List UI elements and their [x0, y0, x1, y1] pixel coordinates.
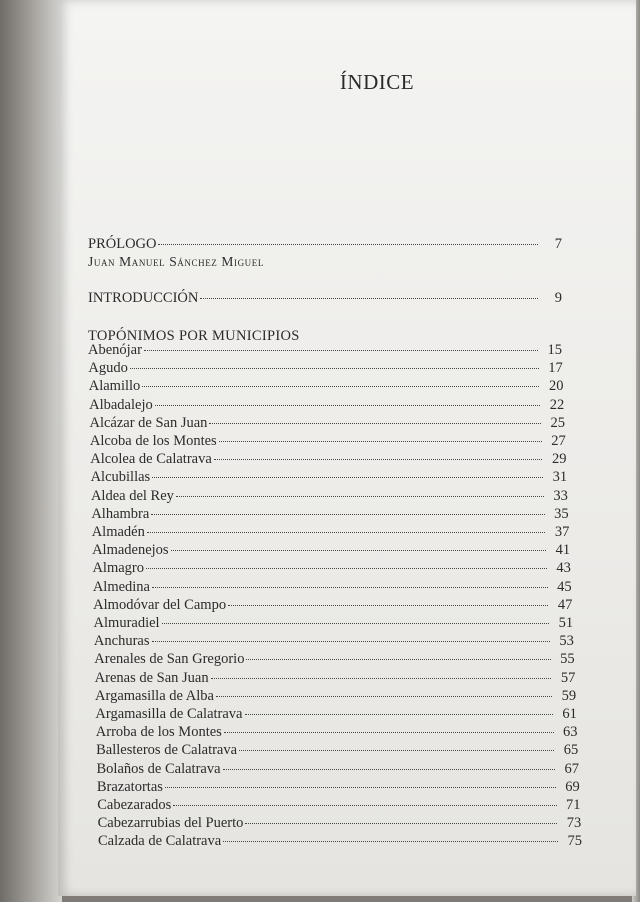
toc-entry-page: 41 — [555, 542, 571, 559]
section-title: TOPÓNIMOS POR MUNICIPIOS — [88, 328, 300, 344]
toc-entry-label: Alcubillas — [90, 469, 151, 486]
toc-entry — [90, 433, 566, 450]
book-spine-shadow — [0, 0, 62, 902]
toc-entry-label: Cabezarados — [97, 797, 172, 813]
dot-leader — [151, 514, 544, 515]
dot-leader — [224, 732, 554, 733]
toc-entry — [88, 360, 562, 377]
toc-entry-label: Arroba de los Montes — [95, 724, 222, 741]
toc-entry — [89, 378, 564, 395]
toc-entry-label: INTRODUCCIÓN — [88, 290, 199, 306]
dot-leader — [209, 423, 541, 424]
dot-leader — [146, 568, 547, 569]
toc-entry-page: 73 — [566, 815, 582, 832]
toc-entry — [92, 542, 570, 559]
dot-leader — [176, 496, 544, 497]
toc-entry — [93, 597, 572, 614]
dot-leader — [200, 298, 538, 299]
toc-entry — [88, 342, 562, 359]
toc-entry-page: 17 — [548, 360, 563, 377]
toc-entry-page: 75 — [567, 833, 582, 850]
toc-entry-label: Calzada de Calatrava — [98, 833, 222, 850]
toc-entry-label: Arenales de San Gregorio — [94, 651, 245, 668]
toc-entry-page: 51 — [558, 615, 574, 631]
dot-leader — [214, 459, 543, 460]
toc-entry-page: 33 — [553, 487, 568, 504]
toc-entry — [94, 651, 574, 668]
toc-entry-label: Argamasilla de Calatrava — [95, 706, 243, 722]
toc-entry-label: Alamillo — [88, 378, 141, 395]
toc-entry-label: Cabezarrubias del Puerto — [97, 815, 244, 832]
toc-entry — [95, 688, 576, 705]
dot-leader — [147, 532, 546, 533]
toc-entry — [96, 742, 578, 759]
book-page — [58, 0, 636, 896]
dot-leader — [246, 659, 550, 660]
dot-leader — [165, 787, 556, 788]
toc-entry-label: Ballesteros de Calatrava — [96, 742, 238, 759]
toc-entry-page: 67 — [564, 760, 580, 777]
toc-entry-page: 31 — [552, 469, 568, 486]
toc-entry-page: 69 — [565, 778, 580, 795]
toc-entry-label: Anchuras — [93, 633, 150, 650]
toc-entry-label: Aldea del Rey — [90, 487, 174, 504]
toc-entry-page: 22 — [549, 396, 565, 413]
dot-leader — [216, 696, 552, 697]
toc-entry-label: Argamasilla de Alba — [95, 687, 214, 704]
toc-entry-page: 9 — [554, 290, 562, 306]
dot-leader — [228, 605, 548, 606]
toc-entry-page: 37 — [554, 524, 570, 540]
toc-entry-label: Almagro — [92, 560, 144, 577]
prologue-author: Juan Manuel Sánchez Miguel — [88, 254, 264, 269]
dot-leader — [173, 805, 556, 806]
toc-entry — [97, 761, 580, 778]
toc-entry — [98, 815, 582, 832]
toc-entry — [89, 415, 564, 432]
toc-entry — [91, 506, 568, 523]
toc-entry-label: Almedina — [92, 578, 150, 595]
dot-leader — [152, 641, 550, 642]
toc-entry — [96, 724, 578, 741]
toc-entry-page: 59 — [561, 687, 577, 704]
toc-entry-label: Almodóvar del Campo — [93, 596, 227, 613]
toc-entry-page: 53 — [559, 633, 574, 650]
dot-leader — [239, 750, 554, 751]
dot-leader — [152, 477, 543, 478]
dot-leader — [245, 823, 557, 824]
toc-entry-label: PRÓLOGO — [88, 236, 157, 252]
toc-entry-page: 20 — [548, 378, 564, 395]
dot-leader — [152, 587, 548, 588]
toc-entry-label: Arenas de San Juan — [94, 669, 209, 686]
toc-entry — [97, 797, 580, 814]
toc-entry — [94, 633, 574, 650]
toc-entry-page: 47 — [557, 596, 573, 613]
dot-leader — [130, 368, 539, 369]
dot-leader — [158, 244, 538, 245]
toc-entry-label: Alhambra — [91, 505, 150, 522]
toc-entry-page: 65 — [563, 742, 579, 759]
dot-leader — [245, 714, 553, 715]
toc-entry-page: 63 — [563, 724, 578, 741]
toc-entry-label: Almuradiel — [93, 615, 160, 631]
dot-leader — [155, 405, 540, 406]
toc-entry-label: Almadén — [91, 524, 145, 540]
dot-leader — [223, 769, 556, 770]
toc-entry — [98, 833, 582, 850]
toc-entry-label: Albadalejo — [89, 396, 153, 413]
toc-entry — [92, 560, 570, 577]
dot-leader — [142, 386, 539, 387]
toc-entry — [93, 579, 572, 596]
toc-entry — [91, 488, 568, 505]
dot-leader — [219, 441, 542, 442]
toc-entry — [92, 524, 570, 541]
dot-leader — [171, 550, 547, 551]
toc-entry — [94, 615, 574, 632]
toc-entry-page: 43 — [556, 560, 571, 577]
toc-entry-page: 61 — [562, 706, 577, 722]
toc-entry-label: Alcázar de San Juan — [89, 414, 208, 431]
toc-entry-label: Bolaños de Calatrava — [96, 760, 221, 777]
toc-entry-label: Brazatortas — [96, 778, 163, 795]
toc-entry — [97, 779, 580, 796]
toc-entry-label: Almadenejos — [92, 542, 169, 559]
toc-entry — [90, 451, 566, 468]
toc-entry-page: 57 — [560, 669, 576, 686]
toc-entry-page: 29 — [551, 451, 567, 468]
dot-leader — [223, 841, 558, 842]
toc-entry-label: Agudo — [88, 360, 128, 377]
toc-entry-label: Alcoba de los Montes — [89, 433, 217, 449]
dot-leader — [211, 678, 552, 679]
page-title: ÍNDICE — [339, 70, 415, 94]
toc-entry — [89, 397, 564, 414]
toc-entry — [95, 670, 576, 687]
toc-entry — [95, 706, 576, 723]
toc-entry-page: 55 — [560, 651, 575, 668]
toc-entry-introduction — [88, 290, 562, 307]
toc-entry-prologue — [88, 236, 562, 253]
toc-entry-page: 7 — [554, 236, 562, 252]
toc-entry-page: 35 — [554, 505, 569, 522]
toc-entry-label: Abenójar — [88, 342, 142, 358]
toc-entry-page: 15 — [547, 342, 562, 358]
toc-entry — [91, 469, 568, 486]
toc-entry-page: 27 — [551, 433, 566, 449]
dot-leader — [144, 350, 538, 351]
toc-entry-page: 45 — [557, 578, 572, 595]
dot-leader — [162, 623, 550, 624]
toc-entry-page: 25 — [550, 414, 565, 431]
toc-entry-page: 71 — [566, 797, 581, 813]
toc-entry-label: Alcolea de Calatrava — [90, 451, 212, 468]
